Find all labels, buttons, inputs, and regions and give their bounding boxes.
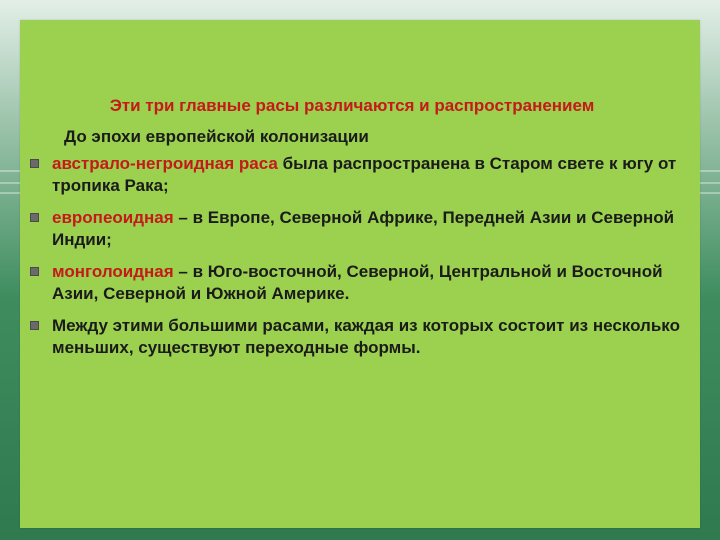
slide-subtitle: До эпохи европейской колонизации xyxy=(64,127,369,146)
square-bullet-icon xyxy=(30,321,39,330)
highlight-term: австрало-негроидная раса xyxy=(52,154,278,173)
square-bullet-icon xyxy=(30,213,39,222)
list-item xyxy=(30,261,690,305)
item-text: Между этими большими расами, каждая из которых состоит из несколько меньших, существуют переходные формы. xyxy=(52,316,680,357)
item-text: – в Юго-восточной, Северной, Центральной и Восточной Азии, Северной и Южной Америке. xyxy=(52,262,663,303)
list-item xyxy=(30,315,690,359)
square-bullet-icon xyxy=(30,267,39,276)
item-text: – в Европе, Северной Африке, Передней Азии и Северной Индии; xyxy=(52,208,675,249)
bullet-list xyxy=(30,153,690,369)
item-text: была распространена в Старом свете к югу от тропика Рака; xyxy=(52,154,677,195)
slide-title: Эти три главные расы различаются и распространением xyxy=(109,96,595,115)
square-bullet-icon xyxy=(30,159,39,168)
highlight-term: европеоидная xyxy=(52,208,174,227)
highlight-term: монголоидная xyxy=(52,262,174,281)
list-item xyxy=(30,153,690,197)
list-item xyxy=(30,207,690,251)
